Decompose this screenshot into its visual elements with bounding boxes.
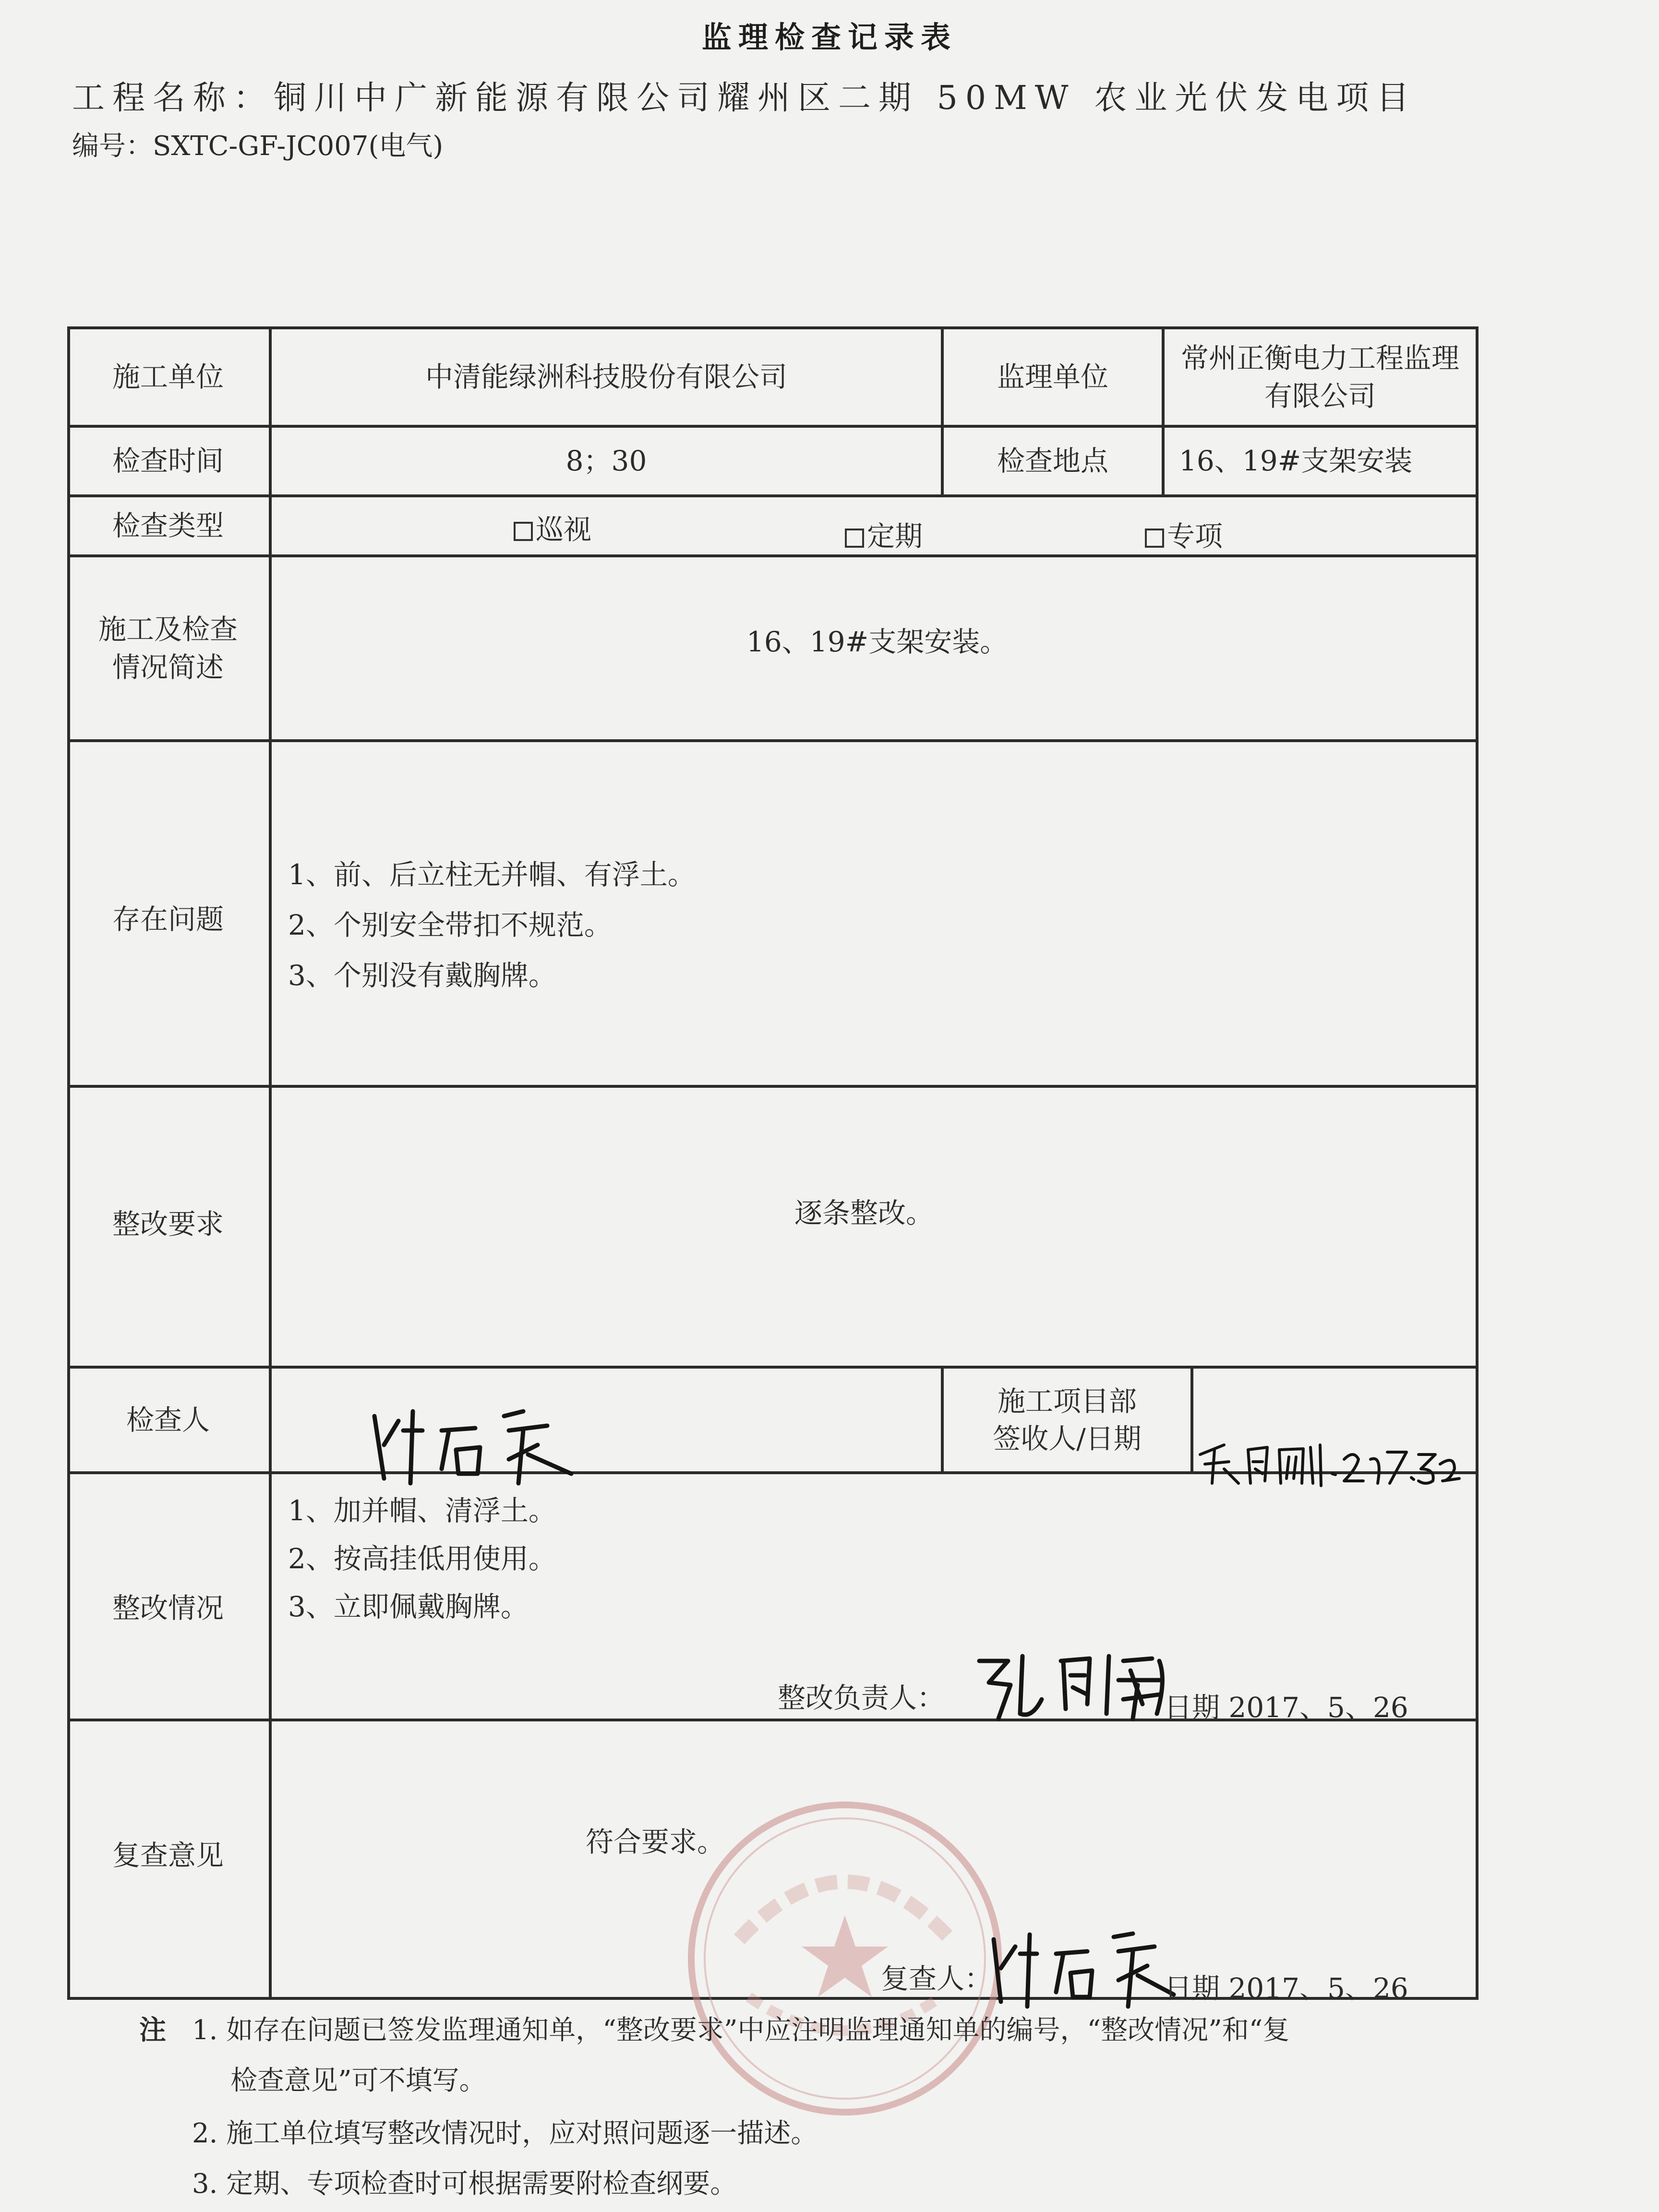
column-divider [1190,1366,1193,1474]
requirement-value: 逐条整改。 [794,1197,934,1229]
rectification-owner-label: 整改负责人： [778,1682,945,1714]
project-name-line [72,72,1417,119]
checkbox-icon[interactable] [514,522,533,541]
table-border-right [1476,326,1479,2000]
rectification-label: 整改情况 [112,1592,224,1624]
inspection-location-label: 检查地点 [997,445,1108,478]
inspection-time-label: 检查时间 [112,445,224,478]
review-value: 符合要求。 [586,1826,725,1858]
row-divider [67,739,1479,742]
review-date: 日期 2017、5、26 [1164,1972,1408,2005]
row-divider [67,1366,1479,1369]
rectification-item: 1、加并帽、清浮土。 [288,1494,556,1527]
issue-item: 3、个别没有戴胸牌。 [288,959,556,992]
rectification-item: 2、按高挂低用使用。 [288,1542,556,1575]
project-label: 工程名称： [72,79,274,117]
type-option-special[interactable]: 专项 [1145,514,1223,554]
note-item: 2. 施工单位填写整改情况时，应对照问题逐一描述。 [192,2118,818,2149]
issues-label: 存在问题 [112,903,224,936]
rectification-item: 3、立即佩戴胸牌。 [288,1590,529,1623]
type-option-patrol[interactable]: 巡视 [514,507,591,547]
issue-item: 1、前、后立柱无并帽、有浮土。 [288,858,696,891]
document-title: 监理检查记录表 [701,20,957,55]
type-option-periodic[interactable]: 定期 [845,514,923,554]
row-divider [67,554,1479,557]
summary-value: 16、19#支架安装。 [746,625,1008,658]
reviewer-label: 复查人： [881,1962,993,1995]
summary-label: 施工及检查 情况简述 [98,613,238,684]
inspection-location-value: 16、19#支架安装 [1179,445,1413,478]
row-divider [67,494,1479,497]
table-border-left [67,326,70,2000]
row-divider [67,1085,1479,1088]
supervisor-value: 常州正衡电力工程监理有限公司 [1180,342,1459,412]
reviewer-signature [984,1925,1176,2011]
supervisor-label: 监理单位 [997,361,1108,394]
notes-label: 注 [139,2014,166,2046]
project-name: 铜川中广新能源有限公司耀州区二期 50MW 农业光伏发电项目 [274,79,1417,117]
document-code: 编号：SXTC-GF-JC007(电气) [72,131,444,162]
rectification-date: 日期 2017、5、26 [1164,1691,1408,1724]
note-item: 3. 定期、专项检查时可根据需要附检查纲要。 [192,2168,737,2200]
checkbox-icon[interactable] [845,529,864,548]
requirement-label: 整改要求 [112,1208,224,1240]
rectification-owner-signature [970,1647,1171,1723]
contractor-value: 中清能绿洲科技股份有限公司 [425,361,787,394]
note-item: 检查意见”可不填写。 [230,2065,486,2096]
inspection-time-value: 8；30 [565,445,647,478]
checkbox-icon[interactable] [1145,529,1164,548]
inspection-type-label: 检查类型 [112,509,224,542]
inspector-label: 检查人 [126,1403,210,1436]
issue-item: 2、个别安全带扣不规范。 [288,909,612,941]
note-item: 1. 如存在问题已签发监理通知单，“整改要求”中应注明监理通知单的编号，“整改情况”和“复 [192,2015,1290,2046]
contractor-label: 施工单位 [112,361,224,394]
receiver-label: 施工项目部 签收人/日期 [993,1384,1142,1455]
review-label: 复查意见 [112,1839,224,1872]
label-column-divider [269,326,272,2000]
inspector-signature [365,1402,576,1488]
receiver-signature-date [1195,1435,1464,1493]
